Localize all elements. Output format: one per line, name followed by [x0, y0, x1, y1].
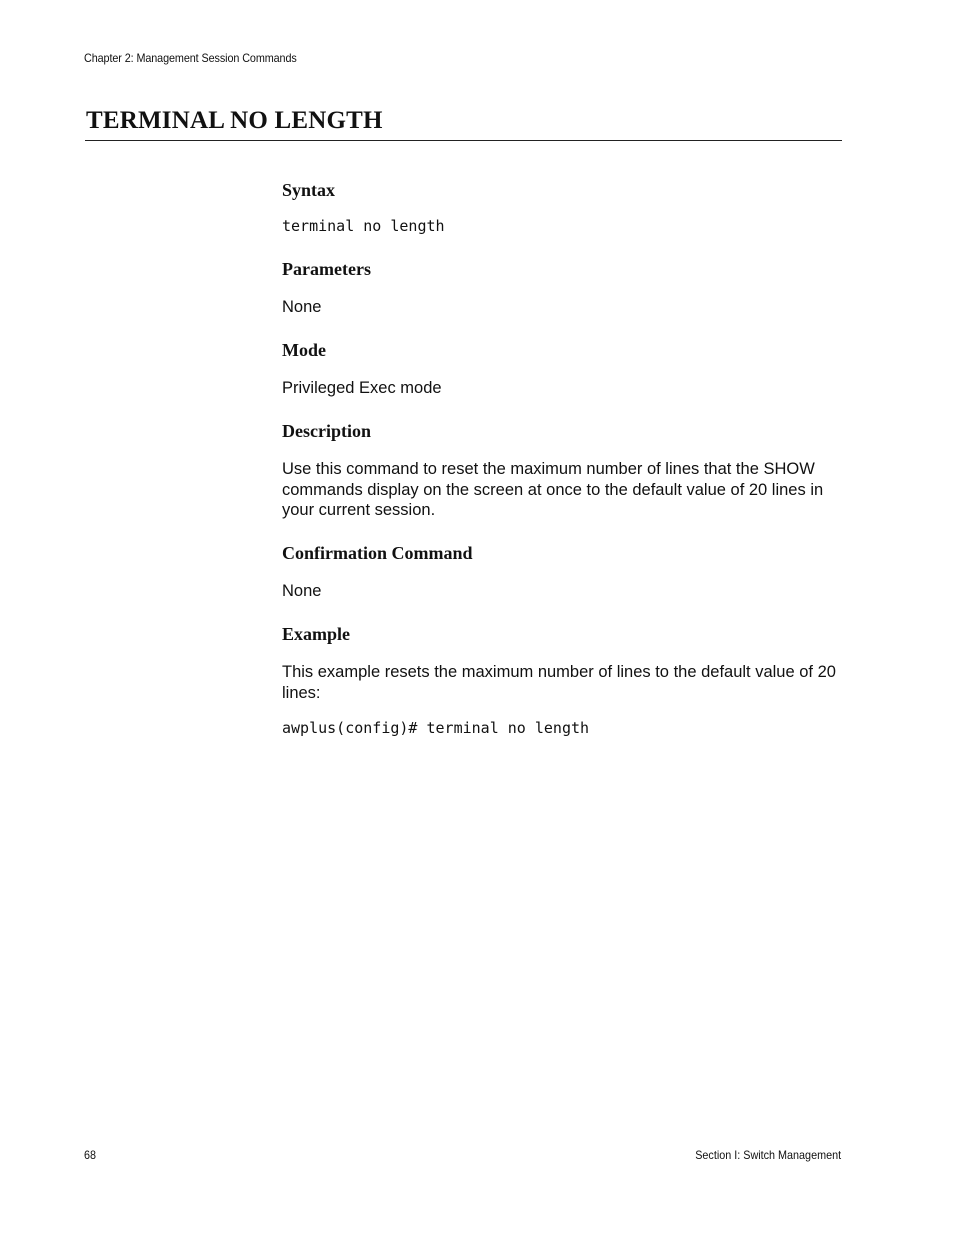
running-header-chapter: Chapter 2: Management Session Commands: [84, 51, 297, 65]
description-heading: Description: [282, 421, 371, 441]
mode-heading: Mode: [282, 340, 326, 360]
title-rule: [85, 140, 842, 141]
syntax-code: terminal no length: [282, 217, 445, 235]
description-text: Use this command to reset the maximum number of lines that the SHOW commands display on the screen at once to the default value of 20 lines in your current session.: [282, 460, 824, 519]
page-title: TERMINAL NO LENGTH: [86, 107, 383, 134]
footer-section: Section I: Switch Management: [695, 1148, 841, 1162]
mode-text: Privileged Exec mode: [282, 379, 442, 397]
example-text: This example resets the maximum number of lines to the default value of 20 lines:: [282, 663, 836, 702]
page-number: 68: [84, 1148, 97, 1162]
example-heading: Example: [282, 624, 351, 644]
parameters-text: None: [282, 298, 322, 316]
confirmation-command-heading: Confirmation Command: [282, 543, 473, 563]
parameters-heading: Parameters: [282, 259, 371, 279]
confirmation-command-text: None: [282, 582, 322, 600]
example-code: awplus(config)# terminal no length: [282, 719, 590, 737]
syntax-heading: Syntax: [282, 180, 336, 200]
